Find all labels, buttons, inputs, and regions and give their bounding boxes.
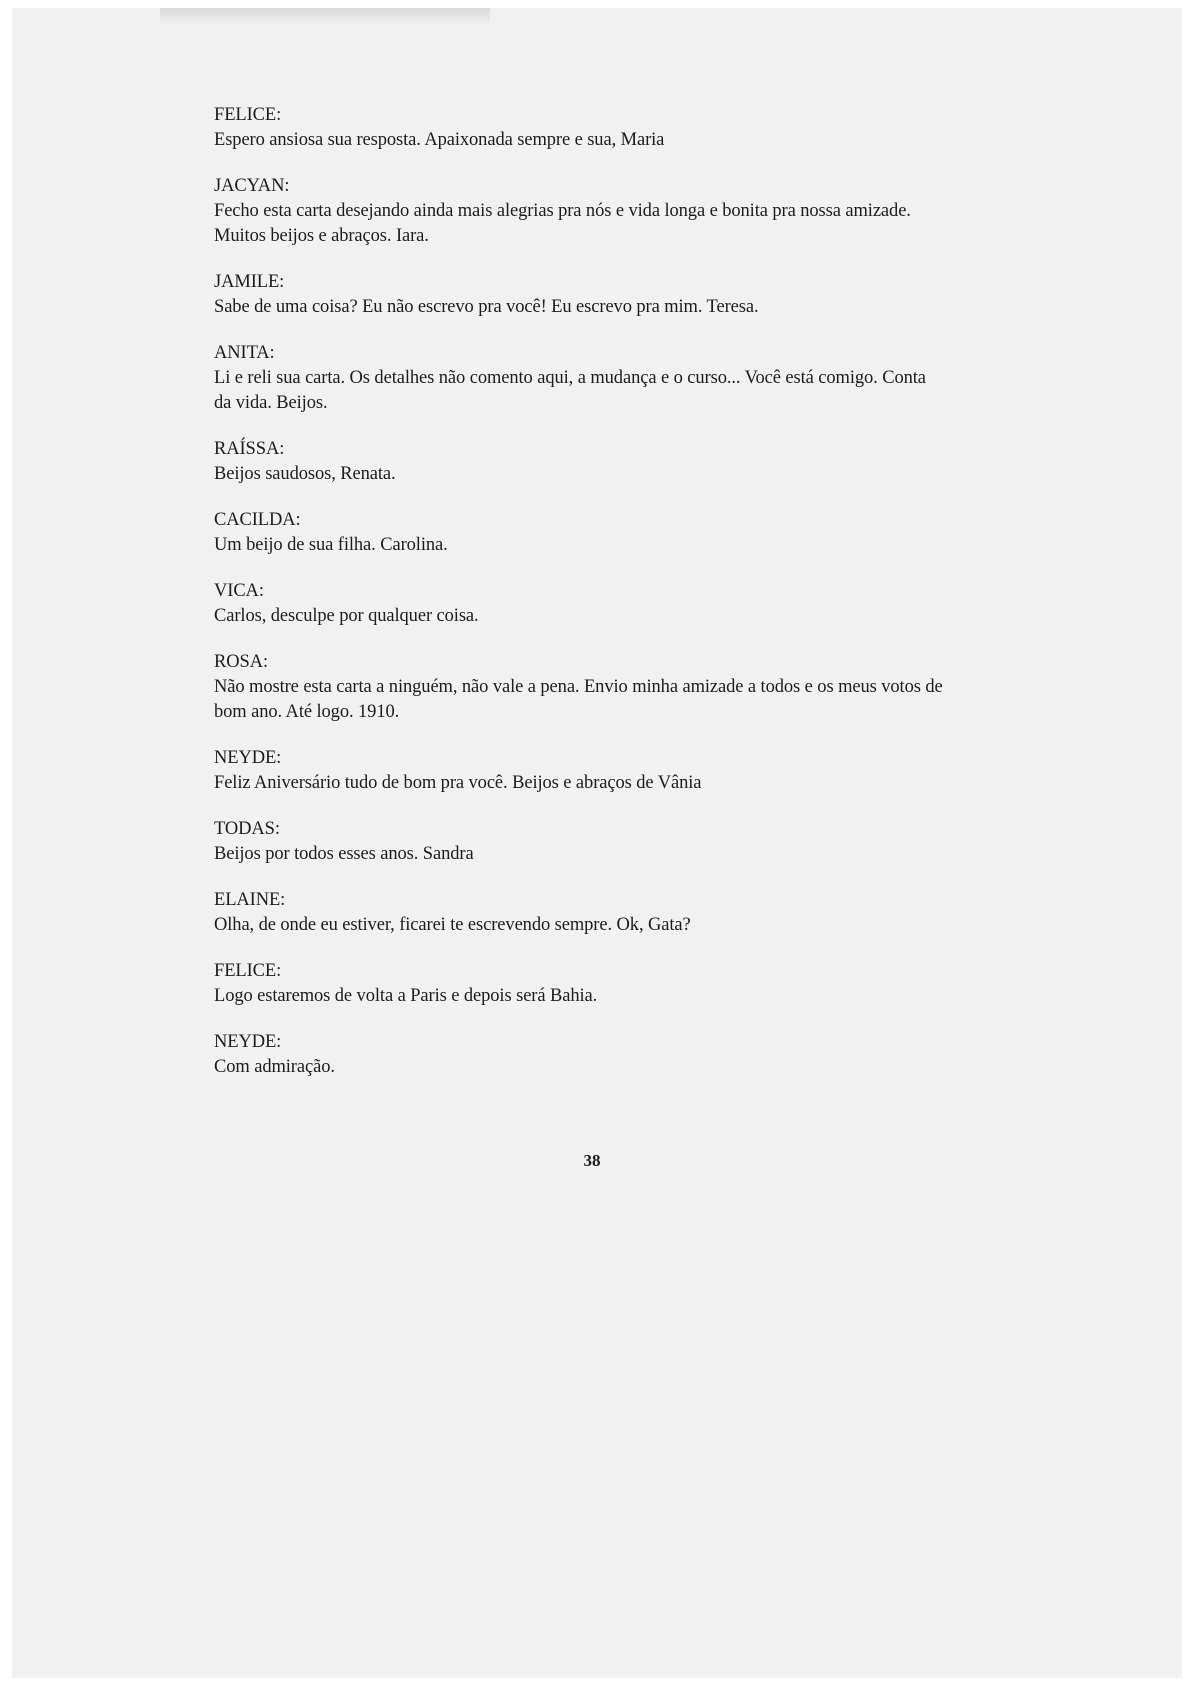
dialogue-entry [214, 817, 944, 867]
dialogue-entry [214, 174, 944, 249]
speaker-name: JAMILE: [214, 272, 285, 292]
dialogue-text: Com admiração. [214, 1057, 335, 1077]
page-number: 38 [583, 1151, 601, 1170]
speaker-name: FELICE: [214, 105, 282, 125]
dialogue-entry [214, 437, 944, 487]
dialogue-text: Beijos por todos esses anos. Sandra [214, 844, 474, 864]
dialogue-entry [214, 1030, 944, 1080]
dialogue-block [214, 103, 944, 1101]
speaker-name: ANITA: [214, 343, 275, 363]
speaker-name: NEYDE: [214, 1032, 282, 1052]
dialogue-text: Li e reli sua carta. Os detalhes não comento aqui, a mudança e o curso... Você está comigo. Conta da vida. Beijos. [214, 368, 926, 413]
speaker-name: JACYAN: [214, 176, 290, 196]
dialogue-text: Beijos saudosos, Renata. [214, 464, 396, 484]
dialogue-text: Feliz Aniversário tudo de bom pra você. Beijos e abraços de Vânia [214, 773, 702, 793]
speaker-name: CACILDA: [214, 510, 301, 530]
scan-shadow [160, 8, 490, 26]
dialogue-text: Carlos, desculpe por qualquer coisa. [214, 606, 479, 626]
dialogue-entry [214, 746, 944, 796]
speaker-name: VICA: [214, 581, 264, 601]
dialogue-entry [214, 650, 944, 725]
dialogue-text: Fecho esta carta desejando ainda mais alegrias pra nós e vida longa e bonita pra nossa amizade. Muitos beijos e abraços. Iara. [214, 201, 911, 246]
dialogue-entry [214, 508, 944, 558]
dialogue-entry [214, 270, 944, 320]
dialogue-entry [214, 341, 944, 416]
speaker-name: FELICE: [214, 961, 282, 981]
speaker-name: RAÍSSA: [214, 439, 285, 459]
dialogue-text: Não mostre esta carta a ninguém, não vale a pena. Envio minha amizade a todos e os meus votos de bom ano. Até logo. 1910. [214, 677, 943, 722]
speaker-name: NEYDE: [214, 748, 282, 768]
dialogue-entry [214, 103, 944, 153]
dialogue-entry [214, 579, 944, 629]
dialogue-text: Espero ansiosa sua resposta. Apaixonada sempre e sua, Maria [214, 130, 665, 150]
dialogue-entry [214, 959, 944, 1009]
dialogue-text: Olha, de onde eu estiver, ficarei te escrevendo sempre. Ok, Gata? [214, 915, 691, 935]
dialogue-text: Sabe de uma coisa? Eu não escrevo pra você! Eu escrevo pra mim. Teresa. [214, 297, 759, 317]
speaker-name: ELAINE: [214, 890, 286, 910]
dialogue-text: Logo estaremos de volta a Paris e depois será Bahia. [214, 986, 598, 1006]
dialogue-entry [214, 888, 944, 938]
speaker-name: ROSA: [214, 652, 268, 672]
speaker-name: TODAS: [214, 819, 280, 839]
dialogue-text: Um beijo de sua filha. Carolina. [214, 535, 448, 555]
